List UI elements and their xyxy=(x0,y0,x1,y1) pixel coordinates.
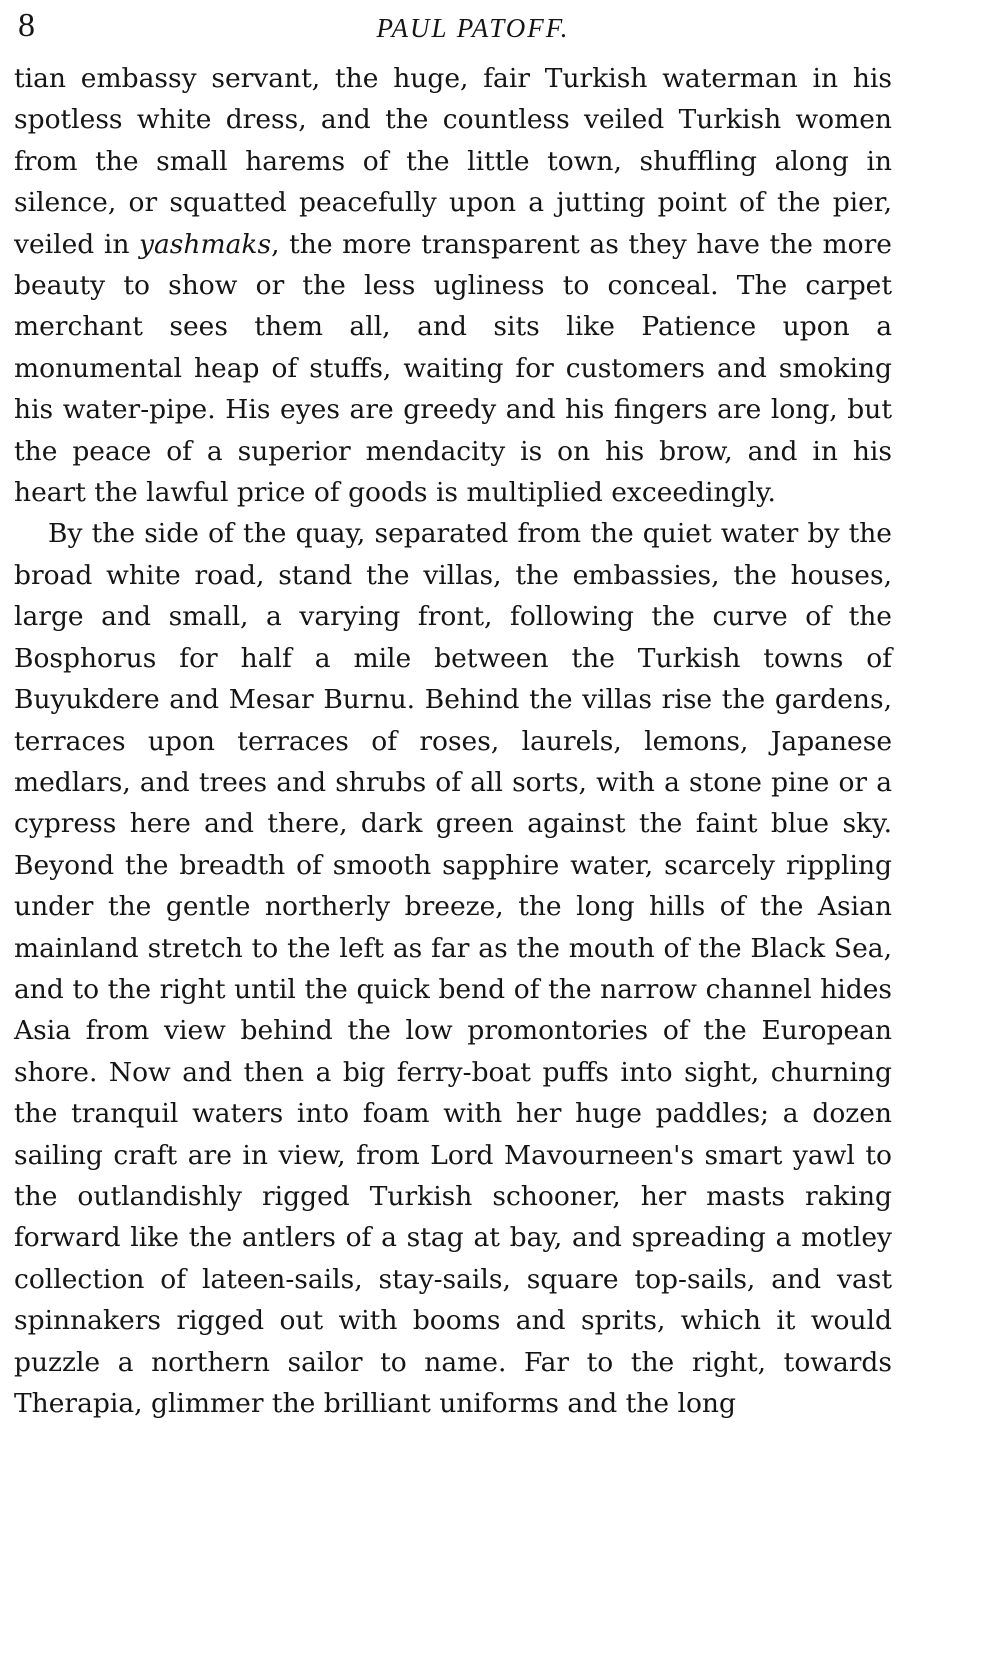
page-number: 8 xyxy=(18,7,35,44)
paragraph-continued xyxy=(14,58,892,513)
running-head xyxy=(14,0,892,58)
book-page xyxy=(14,0,892,1424)
paragraph-1-text-before: tian embassy servant, the huge, fair Turkish waterman in his spotless white dress, and the countless veiled Turkish women from the small harems of the little town, shuffling along in silence, or squatted peacefully upon a jutting point of the pier, veiled in xyxy=(14,63,892,260)
paragraph-1-italic-word: yashmaks xyxy=(139,228,272,260)
paragraph-1-text-after: , the more transparent as they have the more beauty to show or the less ugliness to conceal. The carpet merchant sees them all, and sits like Patience upon a monumental heap of stuffs, waiting for customers and smoking his water-pipe. His eyes are greedy and his fingers are long, but the peace of a superior mendacity is on his brow, and in his heart the lawful price of goods is multiplied exceedingly. xyxy=(14,228,892,509)
paragraph-2: By the side of the quay, separated from the quiet water by the broad white road, stand the villas, the embassies, the houses, large and small, a varying front, following the curve of the Bosphorus for half a mile between the Turkish towns of Buyukdere and Mesar Burnu. Behind the villas rise the gardens, terraces upon terraces of roses, laurels, lemons, Japanese medlars, and trees and shrubs of all sorts, with a stone pine or a cypress here and there, dark green against the faint blue sky. Beyond the breadth of smooth sapphire water, scarcely rippling under the gentle northerly breeze, the long hills of the Asian mainland stretch to the left as far as the mouth of the Black Sea, and to the right until the quick bend of the narrow channel hides Asia from view behind the low promontories of the European shore. Now and then a big ferry-boat puffs into sight, churning the tranquil waters into foam with her huge paddles; a dozen sailing craft are in view, from Lord Mavourneen's smart yawl to the outlandishly rigged Turkish schooner, her masts raking forward like the antlers of a stag at bay, and spreading a motley collection of lateen-sails, stay-sails, square top-sails, and vast spinnakers rigged out with booms and sprits, which it would puzzle a northern sailor to name. Far to the right, towards Therapia, glimmer the brilliant uniforms and the long xyxy=(14,518,892,1419)
body-text xyxy=(14,58,892,1424)
running-title: PAUL PATOFF. xyxy=(376,13,570,43)
